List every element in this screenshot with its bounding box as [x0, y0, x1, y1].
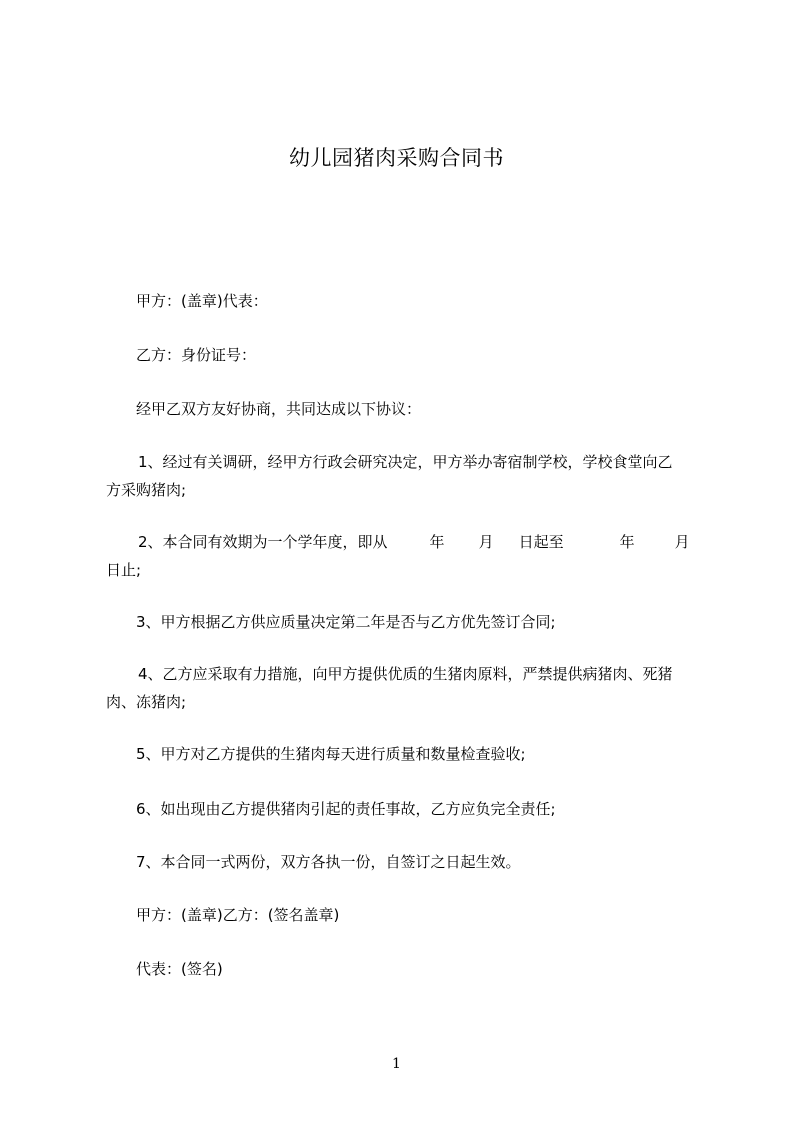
clause-3-line: 3、甲方根据乙方供应质量决定第二年是否与乙方优先签订合同; — [136, 613, 556, 631]
intro-line: 经甲乙双方友好协商，共同达成以下协议： — [136, 400, 422, 418]
party-a-line: 甲方：(盖章)代表： — [136, 292, 268, 310]
clause-2-prefix: 2、本合同有效期为一个学年度，即从 — [138, 533, 388, 551]
clause-2-month-1: 月 — [478, 533, 494, 551]
clause-2-year-2: 年 — [619, 533, 635, 551]
clause-2-month-2: 月 — [674, 533, 690, 551]
clause-6-line: 6、如出现由乙方提供猪肉引起的责任事故，乙方应负完全责任; — [136, 800, 556, 818]
document-title: 幼儿园猪肉采购合同书 — [289, 146, 504, 170]
party-b-line: 乙方：身份证号： — [136, 346, 257, 364]
clause-5-line: 5、甲方对乙方提供的生猪肉每天进行质量和数量检查验收; — [136, 745, 526, 763]
representative-line: 代表：(签名) — [136, 960, 223, 978]
clause-1-line-1: 1、经过有关调研，经甲方行政会研究决定，甲方举办寄宿制学校，学校食堂向乙 — [138, 453, 673, 471]
clause-2-day-to: 日起至 — [518, 533, 564, 551]
clause-4-line-1: 4、乙方应采取有力措施，向甲方提供优质的生猪肉原料，严禁提供病猪肉、死猪 — [138, 665, 673, 683]
clause-7-line: 7、本合同一式两份，双方各执一份，自签订之日起生效。 — [136, 853, 521, 871]
signature-line: 甲方：(盖章)乙方：(签名盖章) — [136, 906, 340, 924]
clause-2-line-1 — [138, 532, 690, 552]
clause-1-line-2: 方采购猪肉; — [106, 481, 187, 499]
clause-4-line-2: 肉、冻猪肉; — [106, 693, 187, 711]
page-number: 1 — [392, 1056, 401, 1072]
clause-2-line-2: 日止; — [106, 561, 142, 579]
clause-2-year-1: 年 — [429, 533, 445, 551]
